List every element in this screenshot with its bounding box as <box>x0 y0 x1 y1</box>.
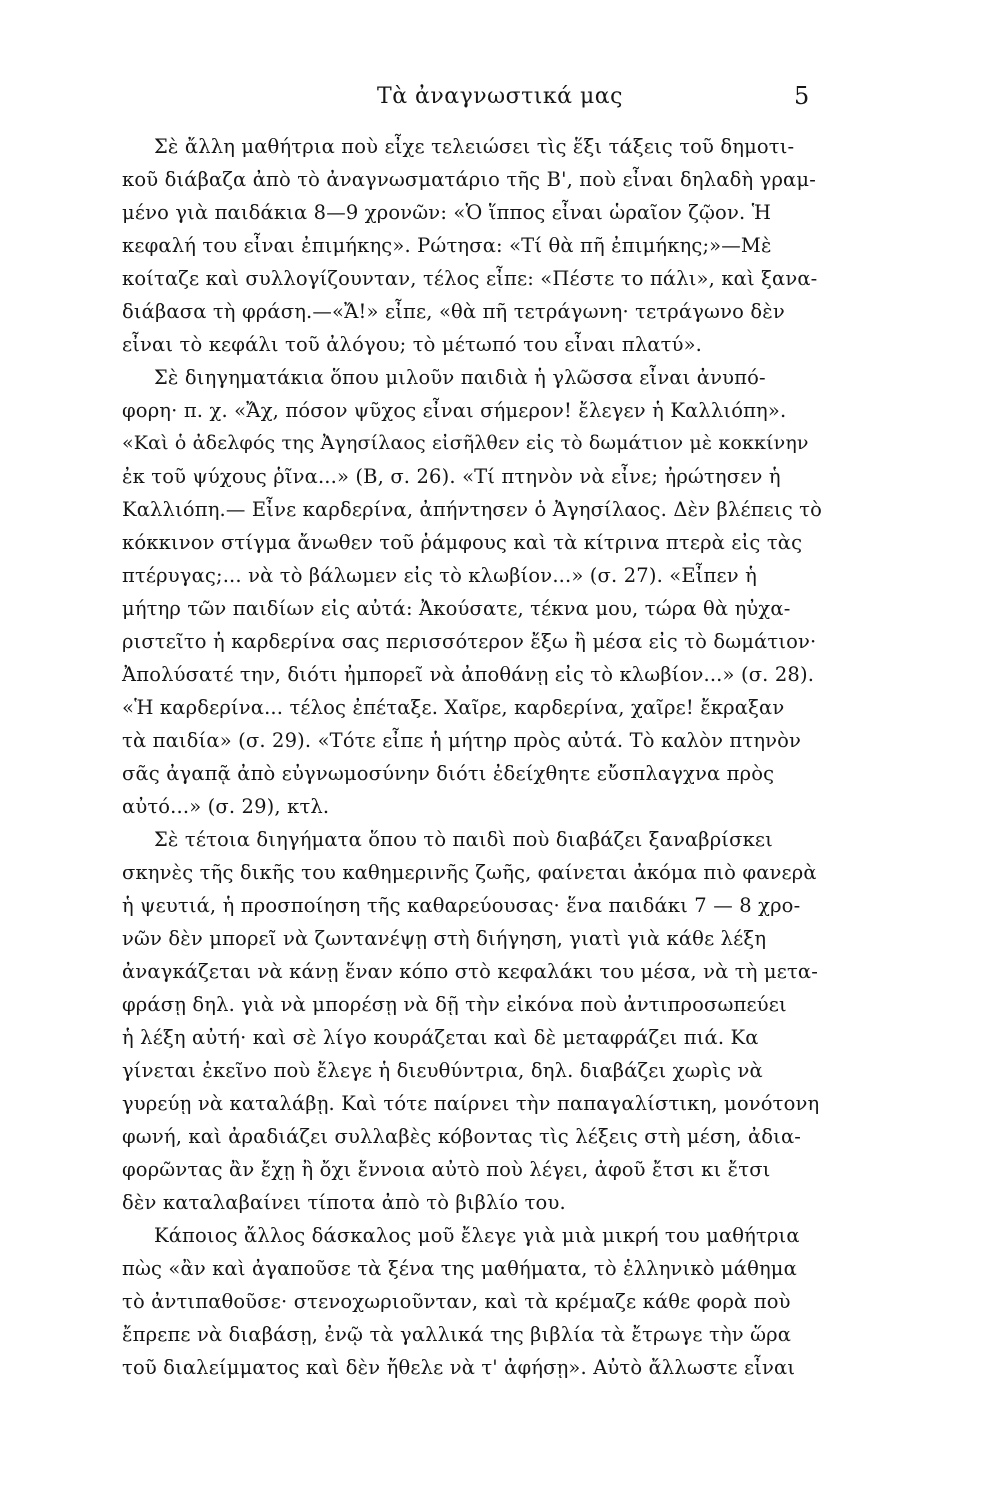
paragraph-3 <box>122 823 822 1219</box>
text-line: Σὲ ἄλλη μαθήτρια ποὺ εἶχε τελειώσει τὶς ἕξι τάξεις τοῦ δημοτι- <box>154 135 795 158</box>
text-line: «Ἡ καρδερίνα... τέλος ἐπέταξε. Χαῖρε, καρδερίνα, χαῖρε! ἔκραξαν <box>122 696 785 719</box>
text-line: ἔπρεπε νὰ διαβάσῃ, ἐνῷ τὰ γαλλικά της βιβλία τὰ ἔτρωγε τὴν ὥρα <box>122 1323 792 1346</box>
text-line: τοῦ διαλείμματος καὶ δὲν ἤθελε νὰ τ' ἀφήσῃ». Αὐτὸ ἄλλωστε εἶναι <box>122 1356 796 1379</box>
text-line: φωνή, καὶ ἀραδιάζει συλλαβὲς κόβοντας τὶς λέξεις στὴ μέση, ἀδια- <box>122 1125 802 1148</box>
text-line: φράσῃ δηλ. γιὰ νὰ μπορέσῃ νὰ δῇ τὴν εἰκόνα ποὺ ἀντιπροσωπεύει <box>122 993 787 1016</box>
text-line: τὰ παιδία» (σ. 29). «Τότε εἶπε ἡ μήτηρ πρὸς αὐτά. Τὸ καλὸν πτηνὸν <box>122 729 802 752</box>
paragraph-2 <box>122 361 822 823</box>
text-line: «Καὶ ὁ ἀδελφός της Ἀγησίλαος εἰσῆλθεν εἰς τὸ δωμάτιον μὲ κοκκίνην <box>122 432 809 454</box>
text-line: διάβασα τὴ φράση.—«Ἄ!» εἶπε, «θὰ πῆ τετράγωνη· τετράγωνο δὲν <box>122 300 785 323</box>
text-line: κοίταζε καὶ συλλογίζουνταν, τέλος εἶπε: «Πέστε το πάλι», καὶ ξανα- <box>122 267 818 290</box>
text-line: τὸ ἀντιπαθοῦσε· στενοχωριοῦνταν, καὶ τὰ κρέμαζε κάθε φορὰ ποὺ <box>122 1290 791 1313</box>
text-line: φορη· π. χ. «Ἄχ, πόσον ψῦχος εἶναι σήμερον! ἔλεγεν ἡ Καλλιόπη». <box>122 399 787 422</box>
paragraph-1 <box>122 130 822 361</box>
text-line: σᾶς ἀγαπᾷ ἀπὸ εὐγνωμοσύνην διότι ἐδείχθητε εὔσπλαγχνα πρὸς <box>122 762 775 785</box>
running-title: Τὰ ἀναγνωστικά μας <box>377 84 623 109</box>
text-line: πτέρυγας;... νὰ τὸ βάλωμεν εἰς τὸ κλωβίον...» (σ. 27). «Εἶπεν ἡ <box>122 564 757 587</box>
text-line: Ἀπολύσατέ την, διότι ἠμπορεῖ νὰ ἀποθάνῃ εἰς τὸ κλωβίον...» (σ. 28). <box>122 663 815 686</box>
text-line: ἡ λέξη αὐτή· καὶ σὲ λίγο κουράζεται καὶ δὲ μεταφράζει πιά. Κα <box>122 1026 759 1049</box>
text-line: αὐτό...» (σ. 29), κτλ. <box>122 795 330 818</box>
text-line: Κάποιος ἄλλος δάσκαλος μοῦ ἔλεγε γιὰ μιὰ μικρή του μαθήτρια <box>154 1224 800 1247</box>
text-line: δὲν καταλαβαίνει τίποτα ἀπὸ τὸ βιβλίο του. <box>122 1191 566 1214</box>
text-line: γίνεται ἐκεῖνο ποὺ ἔλεγε ἡ διευθύντρια, δηλ. διαβάζει χωρὶς νὰ <box>122 1059 763 1082</box>
text-line: μένο γιὰ παιδάκια 8—9 χρονῶν: «Ὁ ἵππος εἶναι ὡραῖον ζῷον. Ἡ <box>122 201 772 224</box>
text-line: ἡ ψευτιά, ἡ προσποίηση τῆς καθαρεύουσας· ἕνα παιδάκι 7 — 8 χρο- <box>122 894 801 917</box>
text-line: γυρεύῃ νὰ καταλάβῃ. Καὶ τότε παίρνει τὴν παπαγαλίστικη, μονότονη <box>122 1092 820 1115</box>
page-number: 5 <box>794 82 810 110</box>
paragraph-4 <box>122 1219 822 1384</box>
text-line: μήτηρ τῶν παιδίων εἰς αὐτά: Ἀκούσατε, τέκνα μου, τώρα θὰ ηὐχα- <box>122 597 791 620</box>
text-line: σκηνὲς τῆς δικῆς του καθημερινῆς ζωῆς, φαίνεται ἀκόμα πιὸ φανερὰ <box>122 861 817 884</box>
text-line: φορῶντας ἂν ἔχῃ ἢ ὄχι ἔννοια αὐτὸ ποὺ λέγει, ἀφοῦ ἔτσι κι ἔτσι <box>122 1158 771 1181</box>
body-text <box>122 130 822 1384</box>
text-line: εἶναι τὸ κεφάλι τοῦ ἀλόγου; τὸ μέτωπό του εἶναι πλατύ». <box>122 333 703 356</box>
text-line: ἀναγκάζεται νὰ κάνῃ ἕναν κόπο στὸ κεφαλάκι του μέσα, νὰ τὴ μετα- <box>122 960 818 983</box>
text-line: ριστεῖτο ἡ καρδερίνα σας περισσότερον ἔξω ἢ μέσα εἰς τὸ δωμάτιον· <box>122 630 817 653</box>
text-line: ἐκ τοῦ ψύχους ῥῖνα...» (Β, σ. 26). «Τί πτηνὸν νὰ εἶνε; ἠρώτησεν ἡ <box>122 465 781 488</box>
text-line: κεφαλή του εἶναι ἐπιμήκης». Ρώτησα: «Τί θὰ πῆ ἐπιμήκης;»—Μὲ <box>122 234 772 257</box>
text-line: κόκκινον στίγμα ἄνωθεν τοῦ ῥάμφους καὶ τὰ κίτρινα πτερὰ εἰς τὰς <box>122 531 803 554</box>
text-line: Σὲ τέτοια διηγήματα ὅπου τὸ παιδὶ ποὺ διαβάζει ξαναβρίσκει <box>154 828 773 851</box>
text-line: Σὲ διηγηματάκια ὅπου μιλοῦν παιδιὰ ἡ γλῶσσα εἶναι ἀνυπό- <box>154 366 766 389</box>
text-line: κοῦ διάβαζα ἀπὸ τὸ ἀναγνωσματάριο τῆς Β', ποὺ εἶναι δηλαδὴ γραμ- <box>122 168 816 191</box>
text-line: Καλλιόπη.— Εἶνε καρδερίνα, ἀπήντησεν ὁ Ἀγησίλαος. Δὲν βλέπεις τὸ <box>122 498 822 521</box>
text-line: πὼς «ἂν καὶ ἀγαποῦσε τὰ ξένα της μαθήματα, τὸ ἑλληνικὸ μάθημα <box>122 1257 797 1280</box>
text-line: νῶν δὲν μπορεῖ νὰ ζωντανέψῃ στὴ διήγηση, γιατὶ γιὰ κάθε λέξη <box>122 927 767 950</box>
